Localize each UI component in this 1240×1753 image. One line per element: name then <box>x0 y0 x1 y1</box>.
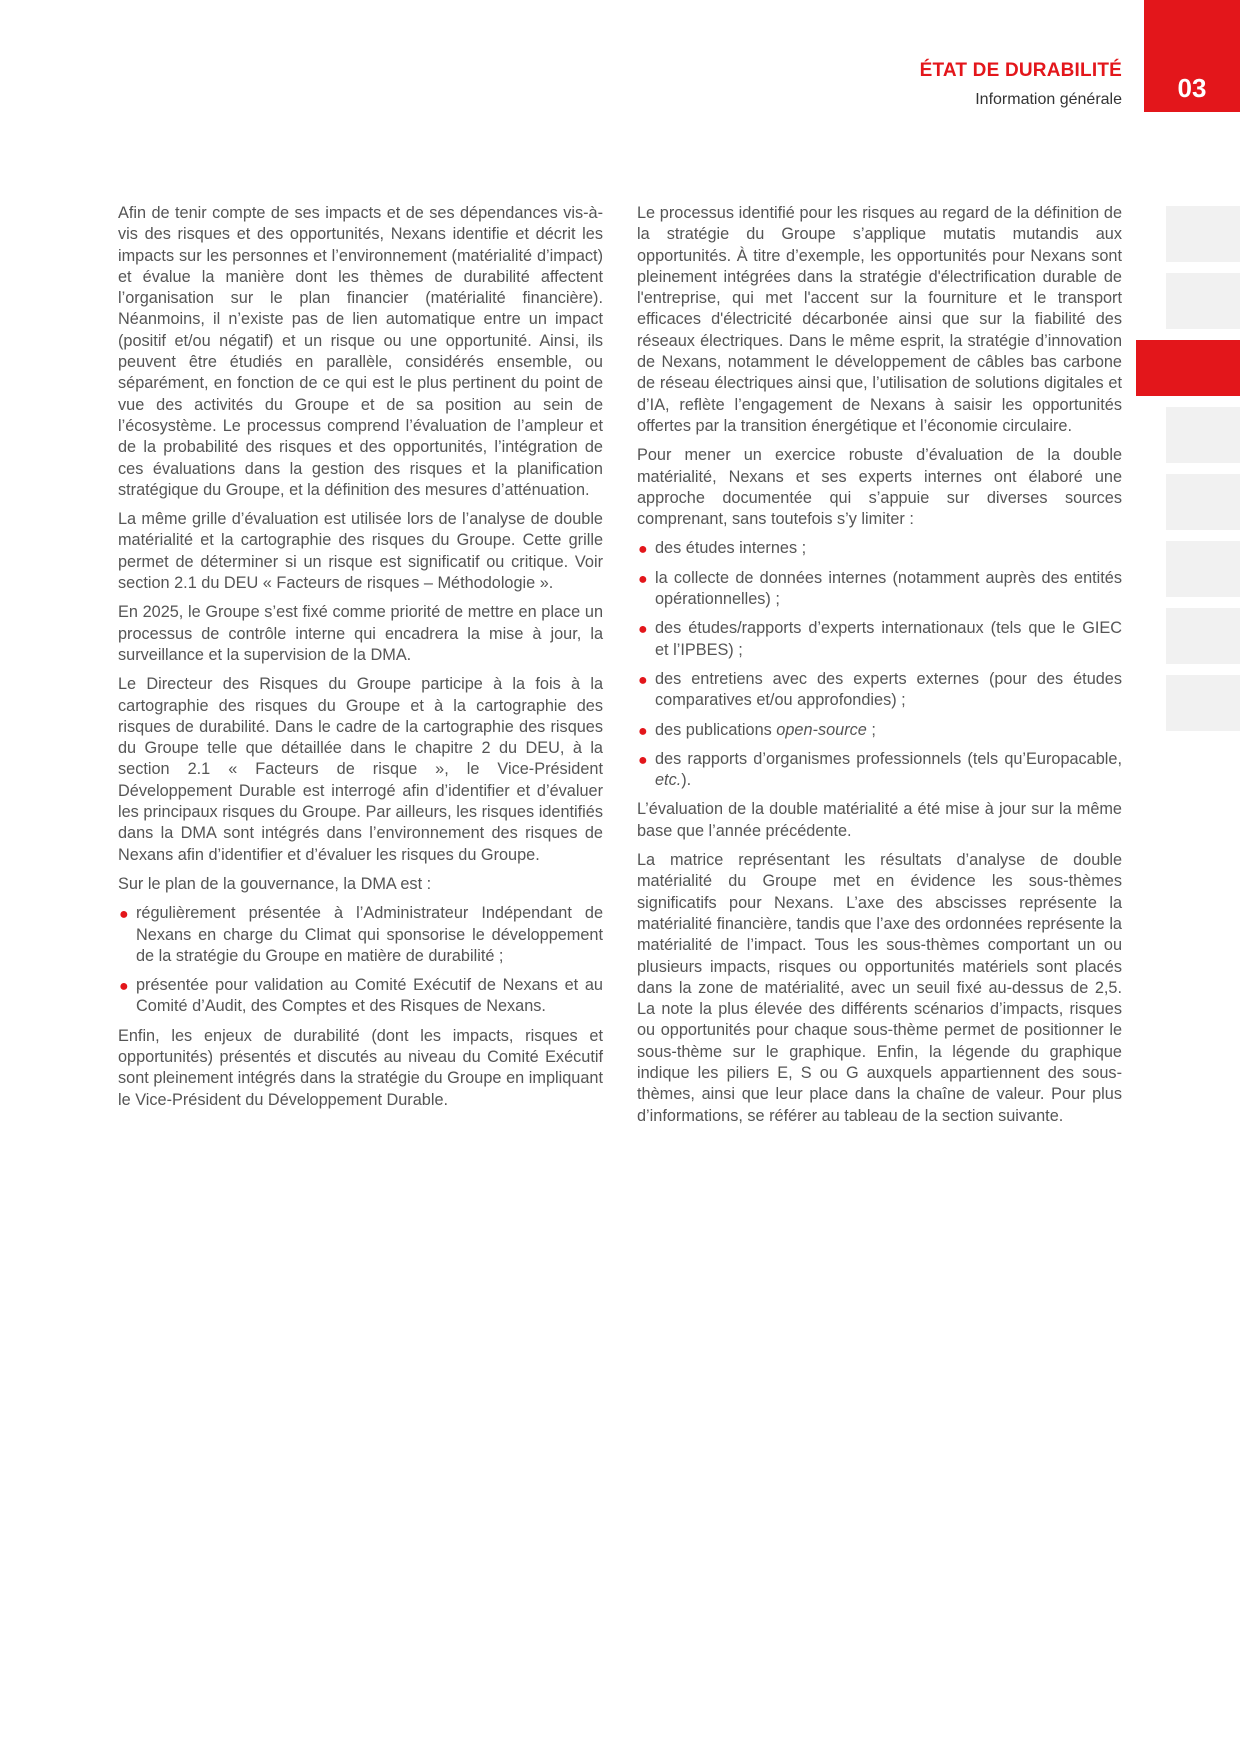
list-item: ● des publications open-source ; <box>637 720 1122 741</box>
side-tab-8[interactable] <box>1166 675 1240 731</box>
side-tab-1[interactable] <box>1166 206 1240 262</box>
list-item: ● des études/rapports d’experts internationaux (tels que le GIEC et l’IPBES) ; <box>638 619 1122 659</box>
side-tab-2[interactable] <box>1166 273 1240 329</box>
list-item: ● des rapports d’organismes professionnels (tels qu’Europacable, etc.). <box>638 749 1122 790</box>
chapter-tab[interactable] <box>1144 0 1240 112</box>
paragraph: La matrice représentant les résultats d’analyse de double matérialité du Groupe met en évidence les sous-thèmes significatifs pour Nexans. L’axe des abscisses représente la matérialité financière, tandis que l’axe des ordonnées représente la matérialité de l’impact. Tous les sous-thèmes comportant un ou plusieurs impacts, risques ou opportunités matériels sont placés dans la zone de matérialité, avec un seuil fixé au-dessus de 2,5. La note la plus élevée des différents scénarios d’impacts, risques ou opportunités pour chaque sous-thème permet de positionner le sous-thème sur le graphique. Enfin, la légende du graphique indique les piliers E, S ou G auxquels appartiennent des sous-thèmes, ainsi que leur place dans la chaîne de valeur. Pour plus d’informations, se référer au tableau de la section suivante. <box>637 851 1122 1125</box>
side-tab-5[interactable] <box>1166 474 1240 530</box>
bullet-icon: ● <box>638 722 648 740</box>
list-item: ● présentée pour validation au Comité Exécutif de Nexans et au Comité d’Audit, des Comptes et des Risques de Nexans. <box>119 976 603 1016</box>
list-item: ● des entretiens avec des experts externes (pour des études comparatives et/ou approfondies) ; <box>638 669 1122 710</box>
page-header <box>0 0 1240 112</box>
sources-list <box>637 538 1122 791</box>
paragraph: Pour mener un exercice robuste d’évaluation de la double matérialité, Nexans et ses experts internes ont élaboré une approche documentée qui s’appuie sur diverses sources comprenant, sans toutefois s’y limiter : <box>637 446 1122 529</box>
paragraph: Le Directeur des Risques du Groupe participe à la fois à la cartographie des risques du Groupe et à la cartographie des risques de durabilité. Dans le cadre de la cartographie des risques du Groupe telle que détaillée dans le chapitre 2 du DEU, à la section 2.1 « Facteurs de risque », le Vice-Président Développement Durable est interrogé afin d’identifier et d’évaluer les principaux risques du Groupe. Par ailleurs, les risques identifiés dans la DMA sont intégrés dans l’environnement des risques de Nexans afin d’identifier et d’évaluer les risques du Groupe. <box>118 675 603 864</box>
bullet-icon: ● <box>638 751 648 769</box>
list-item: ● la collecte de données internes (notamment auprès des entités opérationnelles) ; <box>638 568 1122 609</box>
bullet-icon: ● <box>119 906 129 924</box>
right-column <box>637 203 1122 1135</box>
paragraph: Sur le plan de la gouvernance, la DMA est : <box>118 874 432 893</box>
side-tab-7[interactable] <box>1166 608 1240 664</box>
side-tab-4[interactable] <box>1166 407 1240 463</box>
list-item: ● des études internes ; <box>637 538 1122 559</box>
left-column <box>118 203 603 1119</box>
bullet-icon: ● <box>638 541 648 559</box>
side-tab-3-active[interactable] <box>1136 340 1240 396</box>
bullet-icon: ● <box>638 671 648 689</box>
side-nav <box>1166 206 1240 742</box>
paragraph: En 2025, le Groupe s’est fixé comme priorité de mettre en place un processus de contrôle interne qui encadrera la mise à jour, la surveillance et la supervision de la DMA. <box>118 603 603 664</box>
paragraph: La même grille d’évaluation est utilisée lors de l’analyse de double matérialité et la cartographie des risques du Groupe. Cette grille permet de déterminer si un risque est significatif ou critique. Voir section 2.1 du DEU « Facteurs de risques – Méthodologie ». <box>118 510 603 593</box>
bullet-icon: ● <box>638 621 648 639</box>
paragraph: Le processus identifié pour les risques au regard de la définition de la stratégie du Groupe s’applique mutatis mutandis aux opportunités. À titre d’exemple, les opportunités pour Nexans sont pleinement intégrées dans la stratégie d'électrification durable de l'entreprise, qui met l'accent sur la fourniture et le transport efficaces d'électricité décarbonée ainsi que sur la fiabilité des réseaux électriques. Dans le même esprit, la stratégie d’innovation de Nexans, notamment le développement de câbles bas carbone de réseau électriques ainsi que, l’utilisation de solutions digitales et d’IA, reflète l’engagement de Nexans à saisir les opportunités offertes par la transition énergétique et l’économie circulaire. <box>637 204 1122 435</box>
section-title: ÉTAT DE DURABILITÉ <box>919 60 1122 81</box>
paragraph: L’évaluation de la double matérialité a été mise à jour sur la même base que l’année précédente. <box>637 800 1122 840</box>
paragraph: Enfin, les enjeux de durabilité (dont les impacts, risques et opportunités) présentés et discutés au niveau du Comité Exécutif sont pleinement intégrés dans la stratégie du Groupe en impliquant le Vice-Président du Développement Durable. <box>118 1026 603 1109</box>
governance-list <box>118 903 603 1017</box>
side-tab-6[interactable] <box>1166 541 1240 597</box>
section-subtitle: Information générale <box>975 91 1122 108</box>
chapter-number: 03 <box>1177 73 1207 103</box>
paragraph: Afin de tenir compte de ses impacts et de ses dépendances vis-à-vis des risques et des opportunités, Nexans identifie et décrit les impacts sur les personnes et l’environnement (matérialité d’impact) et évalue la manière dont les thèmes de durabilité affectent l’organisation sur le plan financier (matérialité financière). Néanmoins, il n’existe pas de lien automatique entre un impact (positif et/ou négatif) et un risque ou une opportunité. Ainsi, ils peuvent être étudiés en parallèle, considérés ensemble, ou séparément, en fonction de ce qui est le plus pertinent du point de vue des activités du Groupe et de sa position au sein de l’écosystème. Le processus comprend l’évaluation de l’ampleur et de la probabilité des risques et des opportunités, l’intégration de ces évaluations dans la gestion des risques et la planification stratégique du Groupe, et la définition des mesures d’atténuation. <box>118 204 603 499</box>
list-item: ● régulièrement présentée à l’Administrateur Indépendant de Nexans en charge du Climat qui sponsorise le développement de la stratégie du Groupe en matière de durabilité ; <box>119 904 603 965</box>
bullet-icon: ● <box>119 978 129 996</box>
bullet-icon: ● <box>638 570 648 588</box>
